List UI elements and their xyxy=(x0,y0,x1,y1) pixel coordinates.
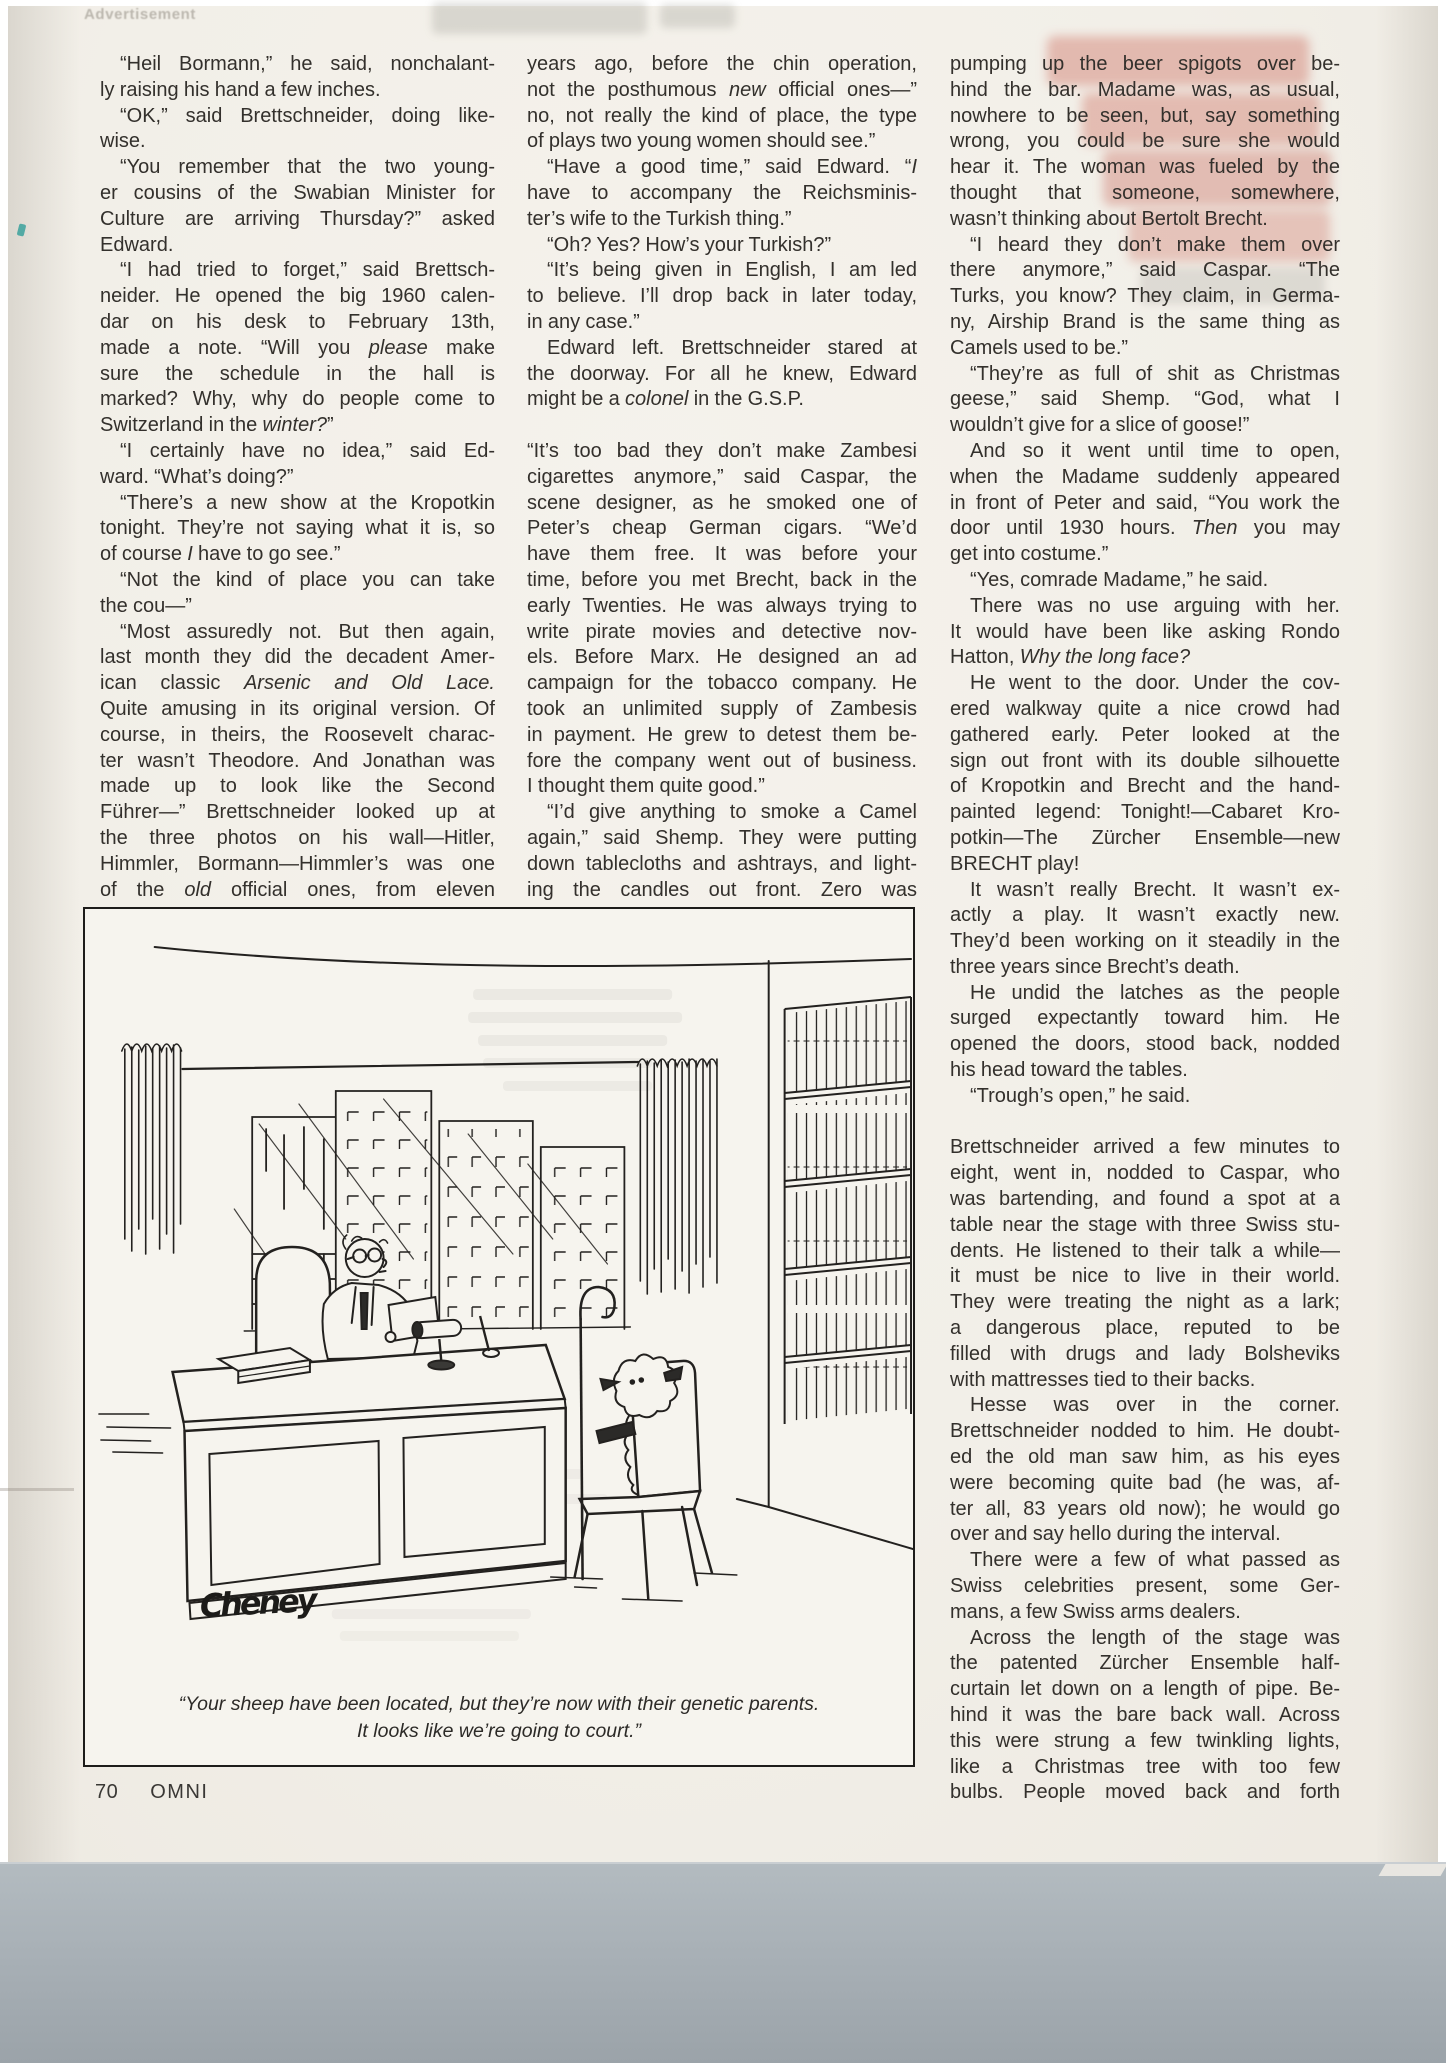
text-line: tonight. They’re not saying what it is, so xyxy=(100,517,495,540)
text-line: Across the length of the stage was xyxy=(970,1626,1340,1649)
text-line: wrong, you could be sure she would xyxy=(950,130,1340,153)
text-line: “I’d give anything to smoke a Camel xyxy=(547,801,917,824)
text-line: “Heil Bormann,” he said, nonchalant- xyxy=(120,53,495,75)
text-line: nowhere to be seen, but, say something xyxy=(950,104,1340,127)
text-line: of the old official ones, from eleven xyxy=(100,878,495,901)
hand xyxy=(386,1332,396,1342)
text-line: Führer—” Brettschneider looked up at xyxy=(100,801,495,824)
text-line: with mattresses tied to their backs. xyxy=(950,1368,1256,1391)
text-line: Turks, you know? They claim, in Germa- xyxy=(950,285,1340,308)
text-line: ly raising his hand a few inches. xyxy=(100,78,381,101)
page-under-edge xyxy=(0,1488,74,1491)
text-line: They’d been working on it steadily in the xyxy=(950,930,1340,953)
floor-shadow-hatches xyxy=(99,1414,171,1453)
text-line: table near the stage with three Swiss stu- xyxy=(950,1213,1340,1236)
text-line: “Oh? Yes? How’s your Turkish?” xyxy=(547,233,832,256)
text-line: “There’s a new show at the Kropotkin xyxy=(120,491,495,514)
text-line: Brettschneider nodded to him. He doubt- xyxy=(950,1420,1340,1443)
artist-signature: Cheney xyxy=(198,1580,316,1626)
text-line: hind the bar. Madame was, as usual, xyxy=(950,78,1340,101)
text-line: ter wasn’t Theodore. And Jonathan was xyxy=(100,749,495,772)
text-line: this were strung a few twinkling lights, xyxy=(950,1729,1340,1752)
text-line: cigarettes anymore,” said Caspar, the xyxy=(527,465,917,488)
text-line: Hesse was over in the corner. xyxy=(970,1394,1340,1417)
text-column-3 xyxy=(950,52,1340,1806)
text-line: ter all, 83 years old now); he would go xyxy=(950,1497,1340,1520)
text-line: of plays two young women should see.” xyxy=(527,130,876,153)
magazine-title: OMNI xyxy=(150,1781,209,1803)
hooves xyxy=(597,1422,636,1443)
text-line: hear it. The woman was fueled by the xyxy=(950,156,1340,179)
text-line: er cousins of the Swabian Minister for xyxy=(100,181,495,204)
text-line: gathered early. Peter looked at the xyxy=(950,723,1340,746)
right-curtain xyxy=(637,1059,717,1294)
cartoon-drawing xyxy=(85,909,913,1765)
text-line: have them free. It was before your xyxy=(527,543,917,566)
text-line: painted legend: Tonight!—Cabaret Kro- xyxy=(950,801,1340,824)
page-edge-shadow xyxy=(1376,6,1438,1862)
text-line: There was no use arguing with her. xyxy=(970,594,1340,617)
text-line: “I had tried to forget,” said Brettsch- xyxy=(120,259,495,282)
text-line: course, in theirs, the Roosevelt charac- xyxy=(100,723,495,746)
text-line: “Not the kind of place you can take xyxy=(120,568,495,591)
text-line: “Most assuredly not. But then again, xyxy=(120,620,495,643)
text-line: his head toward the tables. xyxy=(950,1059,1188,1082)
text-line: opened the doors, stood back, nodded xyxy=(950,1033,1340,1056)
text-line: Edward left. Brettschneider stared at xyxy=(547,336,917,359)
text-line: the patented Zürcher Ensemble half- xyxy=(950,1652,1340,1675)
text-line: “It’s too bad they don’t make Zambesi xyxy=(527,439,917,462)
text-line: BRECHT play! xyxy=(950,852,1080,875)
text-line: a dangerous place, reputed to be xyxy=(950,1317,1340,1340)
text-line: Culture are arriving Thursday?” asked xyxy=(100,207,495,230)
scanner-background xyxy=(0,1862,1446,2063)
page-number: 70 xyxy=(95,1781,119,1803)
text-line: There were a few of what passed as xyxy=(970,1549,1340,1572)
text-line: curtain let down on a length of pipe. Be- xyxy=(950,1678,1340,1701)
text-line: “Trough’s open,” he said. xyxy=(970,1084,1191,1107)
text-line: time, before you met Brecht, back in the xyxy=(527,568,917,591)
text-line: the cou—” xyxy=(100,594,192,617)
text-line: no, not really the kind of place, the type xyxy=(527,104,917,127)
text-line: not the posthumous new official ones—” xyxy=(527,78,917,101)
text-line: in front of Peter and said, “You work the xyxy=(950,491,1340,514)
text-line: dents. He listened to their talk a while— xyxy=(950,1239,1340,1262)
text-line: have to accompany the Reichsminis- xyxy=(527,181,917,204)
text-line: Himmler, Bormann—Himmler’s was one xyxy=(100,852,495,875)
text-line: Edward. xyxy=(100,233,174,256)
text-line: sign out front with its double silhouette xyxy=(950,749,1340,772)
text-line: “You remember that the two young- xyxy=(120,156,495,179)
text-line: made up to look like the Second xyxy=(100,775,495,798)
text-line: actly a play. It wasn’t exactly new. xyxy=(950,904,1340,927)
text-line: ing the candles out front. Zero was xyxy=(527,878,917,901)
desk xyxy=(173,1345,566,1619)
text-line: when the Madame suddenly appeared xyxy=(950,465,1340,488)
scanner-highlight xyxy=(1379,1864,1446,1876)
caption-line-1: “Your sheep have been located, but they’re now with their genetic parents. xyxy=(178,1693,820,1715)
text-line: might be a colonel in the G.S.P. xyxy=(527,388,804,411)
caption-line-2: It looks like we’re going to court.” xyxy=(357,1720,641,1742)
text-line: ican classic Arsenic and Old Lace. xyxy=(100,672,495,695)
magazine-page xyxy=(8,6,1438,1862)
chair-shadow-hatches xyxy=(551,1573,737,1601)
text-line: the doorway. For all he knew, Edward xyxy=(527,362,917,385)
bleedthrough-smudge xyxy=(660,4,735,28)
text-line: “I heard they don’t make them over xyxy=(970,233,1340,256)
text-line: wasn’t thinking about Bertolt Brecht. xyxy=(950,207,1268,230)
text-line: Hatton, Why the long face? xyxy=(950,646,1191,669)
text-line: potkin—The Zürcher Ensemble—new xyxy=(950,826,1340,849)
bookshelf xyxy=(785,997,911,1424)
text-line: in any case.” xyxy=(527,310,640,333)
text-line xyxy=(527,413,917,439)
text-line: thought that someone, somewhere, xyxy=(950,181,1340,204)
text-line xyxy=(950,1110,1340,1136)
text-line: down tablecloths and ashtrays, and light- xyxy=(527,852,917,875)
page-gutter-shadow xyxy=(8,6,80,1862)
text-line: It wasn’t really Brecht. It wasn’t ex- xyxy=(970,878,1340,901)
text-line: els. Before Marx. He designed an ad xyxy=(527,646,917,669)
text-line: get into costume.” xyxy=(950,543,1109,566)
text-line: like a Christmas tree with too few xyxy=(950,1755,1340,1778)
text-line: filled with drugs and lady Bolsheviks xyxy=(950,1342,1340,1365)
text-line: over and say hello during the interval. xyxy=(950,1523,1281,1546)
text-line: “They’re as full of shit as Christmas xyxy=(970,362,1340,385)
left-curtain xyxy=(122,1044,182,1254)
text-line: again,” said Shemp. They were putting xyxy=(527,826,917,849)
text-line: scene designer, as he smoked one of xyxy=(527,491,917,514)
text-line: it must be nice to live in their world. xyxy=(950,1265,1340,1288)
text-line: years ago, before the chin operation, xyxy=(527,53,917,75)
text-line: door until 1930 hours. Then you may xyxy=(950,517,1341,540)
text-line: eight, went in, nodded to Caspar, who xyxy=(950,1162,1340,1185)
wool-head xyxy=(614,1354,677,1417)
text-line: He went to the door. Under the cov- xyxy=(970,672,1340,695)
text-line: “I certainly have no idea,” said Ed- xyxy=(120,439,495,462)
text-line: “Yes, comrade Madame,” he said. xyxy=(970,568,1269,591)
text-line: dar on his desk to February 13th, xyxy=(100,310,495,333)
text-line: wouldn’t give for a slice of goose!” xyxy=(950,414,1250,437)
text-line: hind it was the bare back wall. Across xyxy=(950,1704,1340,1726)
text-line: “OK,” said Brettschneider, doing like- xyxy=(120,104,495,127)
text-column-2 xyxy=(527,52,917,903)
text-line: marked? Why, why do people come to xyxy=(100,388,495,411)
text-line: campaign for the tobacco company. He xyxy=(527,672,917,695)
text-line: ward. “What’s doing?” xyxy=(100,465,294,488)
text-line: ered walkway quite a nice crowd had xyxy=(950,697,1340,720)
text-line: took an unlimited supply of Zambesis xyxy=(527,697,917,720)
text-line: of Kropotkin and Brecht and the hand- xyxy=(950,775,1340,798)
cartoon-panel xyxy=(83,907,915,1767)
text-line: pumping up the beer spigots over be- xyxy=(950,53,1340,75)
text-line: Switzerland in the winter?” xyxy=(100,414,334,437)
text-line: And so it went until time to open, xyxy=(970,439,1340,462)
text-line: was bartending, and found a spot at a xyxy=(950,1188,1340,1211)
text-line: Camels used to be.” xyxy=(950,336,1129,359)
text-line: Quite amusing in its original version. Of xyxy=(100,697,495,720)
text-line: to believe. I’ll drop back in later today, xyxy=(527,285,917,308)
text-line: surged expectantly toward him. He xyxy=(950,1007,1340,1030)
text-line: ny, Airship Brand is the same thing as xyxy=(950,310,1340,333)
text-line: “It’s being given in English, I am led xyxy=(547,259,917,282)
text-line: sure the schedule in the hall is xyxy=(100,362,495,385)
text-line: neider. He opened the big 1960 calen- xyxy=(100,285,495,308)
executive-chair xyxy=(256,1247,331,1355)
text-line: early Twenties. He was always trying to xyxy=(527,594,917,617)
text-line: wise. xyxy=(100,130,146,153)
text-line: They were treating the night as a lark; xyxy=(950,1291,1340,1314)
text-line: Swiss celebrities present, some Ger- xyxy=(950,1575,1340,1598)
advertisement-bleedthrough-label: Advertisement xyxy=(84,6,197,23)
bleedthrough-smudge xyxy=(432,2,647,34)
cartoon-caption xyxy=(85,1691,913,1745)
text-line: Peter’s cheap German cigars. “We’d xyxy=(527,517,917,540)
text-line: in payment. He grew to detest them be- xyxy=(527,723,917,746)
text-line: ter’s wife to the Turkish thing.” xyxy=(527,207,792,230)
text-line: fore the company went out of business. xyxy=(527,749,917,772)
text-column-1 xyxy=(100,52,495,903)
text-line: ed the old man saw him, as his eyes xyxy=(950,1446,1340,1469)
text-line: were becoming quite bad (he was, af- xyxy=(950,1471,1340,1494)
text-line: the three photos on his wall—Hitler, xyxy=(100,826,495,849)
text-line: write pirate movies and detective nov- xyxy=(527,620,917,643)
text-line: mans, a few Swiss arms dealers. xyxy=(950,1600,1241,1623)
text-line: “Have a good time,” said Edward. “I xyxy=(547,156,917,179)
text-line: last month they did the decadent Amer- xyxy=(100,646,495,669)
text-line: three years since Brecht’s death. xyxy=(950,955,1240,978)
text-line: It would have been like asking Rondo xyxy=(950,620,1340,643)
window-city-view xyxy=(183,1062,639,1331)
text-line: made a note. “Will you please make xyxy=(100,336,495,359)
text-line: I thought them quite good.” xyxy=(527,775,765,798)
text-line: Brettschneider arrived a few minutes to xyxy=(950,1136,1340,1159)
text-line: bulbs. People moved back and forth xyxy=(950,1781,1340,1804)
page-footer xyxy=(95,1781,208,1804)
text-line: of course I have to go see.” xyxy=(100,543,341,566)
text-line: there anymore,” said Caspar. “The xyxy=(950,259,1340,282)
text-line: He undid the latches as the people xyxy=(970,981,1340,1004)
necktie xyxy=(361,1293,368,1329)
text-line: geese,” said Shemp. “God, what I xyxy=(950,388,1340,411)
